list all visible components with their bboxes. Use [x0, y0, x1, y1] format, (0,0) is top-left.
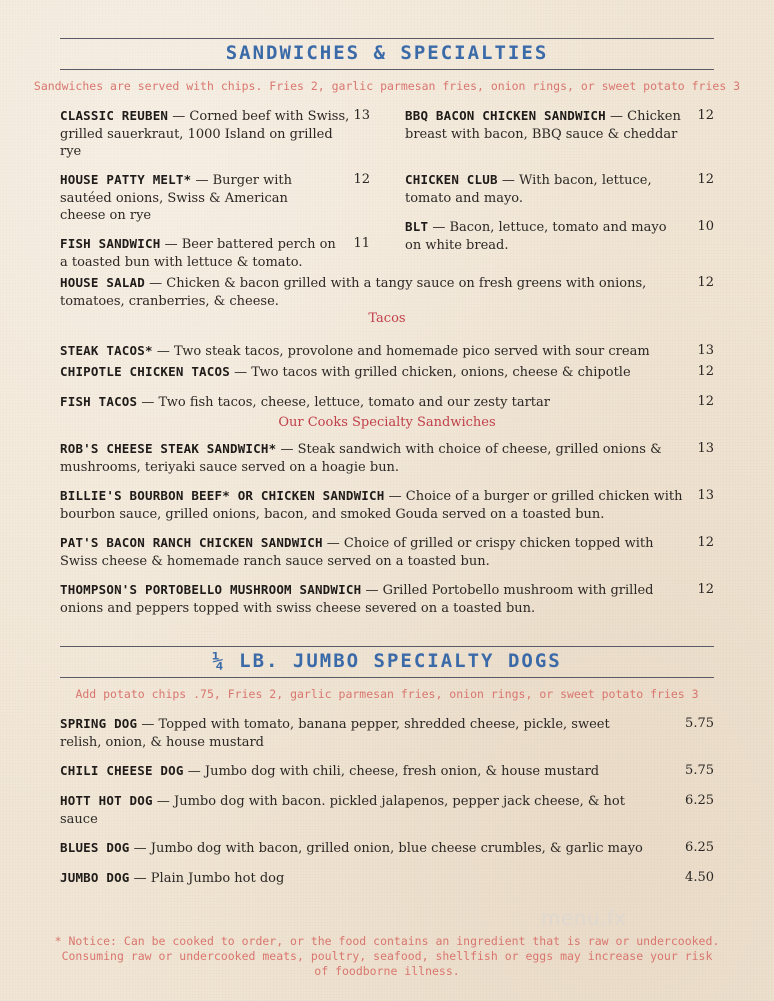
item-name: BLUES DOG [60, 840, 130, 855]
watermark-logo: menu.fx [541, 906, 627, 930]
item-price: 5.75 [685, 716, 714, 731]
item-desc: — Chicken & bacon grilled with a tangy sauce on fresh greens with onions, tomatoes, cranberries, & cheese. [60, 276, 647, 309]
item-price: 12 [697, 275, 714, 290]
item-price: 12 [697, 172, 714, 187]
item-price: 6.25 [685, 793, 714, 808]
menu-item-billies-bourbon [60, 487, 685, 523]
item-desc: — Burger with sautéed onions, Swiss & American cheese on rye [60, 173, 292, 223]
menu-item-pats-bacon-ranch [60, 534, 685, 570]
item-desc: — Topped with tomato, banana pepper, shredded cheese, pickle, sweet relish, onion, & house mustard [60, 717, 610, 750]
tacos-heading: Tacos [368, 311, 406, 326]
item-name: FISH SANDWICH [60, 236, 161, 251]
menu-item-robs-cheese-steak [60, 440, 685, 476]
menu-item-chili-cheese-dog [60, 762, 650, 781]
item-price: 13 [353, 108, 370, 123]
item-price: 12 [353, 172, 370, 187]
item-name: SPRING DOG [60, 716, 138, 731]
item-price: 10 [697, 219, 714, 234]
item-price: 12 [697, 582, 714, 597]
footnote-line-2: Consuming raw or undercooked meats, poultry, seafood, shellfish or eggs may increase your risk [61, 949, 713, 963]
item-desc: — Beer battered perch on a toasted bun with lettuce & tomato. [60, 237, 336, 270]
menu-item-fish-sandwich [60, 235, 340, 271]
item-name: PAT'S BACON RANCH CHICKEN SANDWICH [60, 535, 323, 550]
item-price: 5.75 [685, 763, 714, 778]
menu-item-spring-dog [60, 715, 650, 751]
item-name: JUMBO DOG [60, 870, 130, 885]
item-name: STEAK TACOS* [60, 343, 153, 358]
item-name: CHILI CHEESE DOG [60, 763, 184, 778]
item-desc: — Chicken breast with bacon, BBQ sauce & cheddar [405, 109, 681, 142]
item-desc: — Choice of grilled or crispy chicken topped with Swiss cheese & homemade ranch sauce served on a toasted bun. [60, 536, 654, 569]
menu-item-hott-hot-dog [60, 792, 655, 828]
menu-item-chipotle-chicken-tacos [60, 363, 680, 382]
top-rule [60, 38, 714, 39]
item-price: 13 [697, 488, 714, 503]
menu-item-blt [405, 218, 680, 254]
item-name: CHIPOTLE CHICKEN TACOS [60, 364, 230, 379]
section-rule [60, 677, 714, 678]
item-desc: — Choice of a burger or grilled chicken with bourbon sauce, grilled onions, bacon, and smoked Gouda served on a toasted bun. [60, 489, 683, 522]
menu-item-steak-tacos [60, 342, 680, 361]
item-price: 6.25 [685, 840, 714, 855]
item-price: 12 [697, 364, 714, 379]
menu-item-blues-dog [60, 839, 680, 858]
item-desc: — Two steak tacos, provolone and homemade pico served with sour cream [152, 344, 650, 359]
section-rule [60, 646, 714, 647]
footnote-line-1: * Notice: Can be cooked to order, or the food contains an ingredient that is raw or undercooked. [54, 934, 720, 948]
item-name: ROB'S CHEESE STEAK SANDWICH* [60, 441, 277, 456]
menu-item-jumbo-dog [60, 869, 650, 888]
item-name: BILLIE'S BOURBON BEEF* OR CHICKEN SANDWICH [60, 488, 385, 503]
sandwiches-note: Sandwiches are served with chips. Fries 2, garlic parmesan fries, onion rings, or sweet potato fries 3 [33, 79, 741, 93]
item-name: BLT [405, 219, 429, 234]
item-name: HOUSE PATTY MELT* [60, 172, 192, 187]
item-price: 12 [697, 394, 714, 409]
item-name: CLASSIC REUBEN [60, 108, 169, 123]
menu-item-bbq-bacon-chicken [405, 107, 690, 143]
specialty-heading: Our Cooks Specialty Sandwiches [278, 415, 496, 430]
item-price: 13 [697, 441, 714, 456]
item-desc: — Jumbo dog with bacon, grilled onion, blue cheese crumbles, & garlic mayo [129, 841, 643, 856]
item-price: 11 [353, 236, 370, 251]
item-desc: — Bacon, lettuce, tomato and mayo on white bread. [405, 220, 667, 253]
menu-item-house-salad [60, 274, 680, 310]
item-desc: — Steak sandwich with choice of cheese, grilled onions & mushrooms, teriyaki sauce served on a hoagie bun. [60, 442, 662, 475]
section-title-dogs: ¼ LB. JUMBO SPECIALTY DOGS [212, 650, 562, 672]
item-name: FISH TACOS [60, 394, 138, 409]
item-desc: — Grilled Portobello mushroom with grilled onions and peppers topped with swiss cheese severed on a toasted bun. [60, 583, 654, 616]
item-desc: — Corned beef with Swiss, grilled sauerkraut, 1000 Island on grilled rye [60, 109, 350, 159]
item-name: BBQ BACON CHICKEN SANDWICH [405, 108, 606, 123]
item-desc: — Two fish tacos, cheese, lettuce, tomato and our zesty tartar [137, 395, 550, 410]
item-desc: — Two tacos with grilled chicken, onions, cheese & chipotle [229, 365, 631, 380]
item-price: 13 [697, 343, 714, 358]
section-rule [60, 69, 714, 70]
dogs-note: Add potato chips .75, Fries 2, garlic parmesan fries, onion rings, or sweet potato fries 3 [75, 687, 699, 701]
item-desc: — With bacon, lettuce, tomato and mayo. [405, 173, 652, 206]
menu-item-chicken-club [405, 171, 675, 207]
item-price: 12 [697, 108, 714, 123]
item-name: HOUSE SALAD [60, 275, 145, 290]
item-name: HOTT HOT DOG [60, 793, 153, 808]
item-name: CHICKEN CLUB [405, 172, 498, 187]
menu-item-thompsons-portobello [60, 581, 685, 617]
item-price: 12 [697, 535, 714, 550]
menu-item-fish-tacos [60, 393, 680, 412]
footnote-line-3: of foodborne illness. [314, 964, 460, 978]
item-desc: — Jumbo dog with chili, cheese, fresh onion, & house mustard [183, 764, 600, 779]
menu-item-house-patty-melt [60, 171, 315, 225]
section-title-sandwiches: SANDWICHES & SPECIALTIES [225, 42, 549, 64]
item-desc: — Plain Jumbo hot dog [129, 871, 285, 886]
menu-item-classic-reuben [60, 107, 350, 161]
item-desc: — Jumbo dog with bacon. pickled jalapenos, pepper jack cheese, & hot sauce [60, 794, 625, 827]
item-price: 4.50 [685, 870, 714, 885]
item-name: THOMPSON'S PORTOBELLO MUSHROOM SANDWICH [60, 582, 362, 597]
